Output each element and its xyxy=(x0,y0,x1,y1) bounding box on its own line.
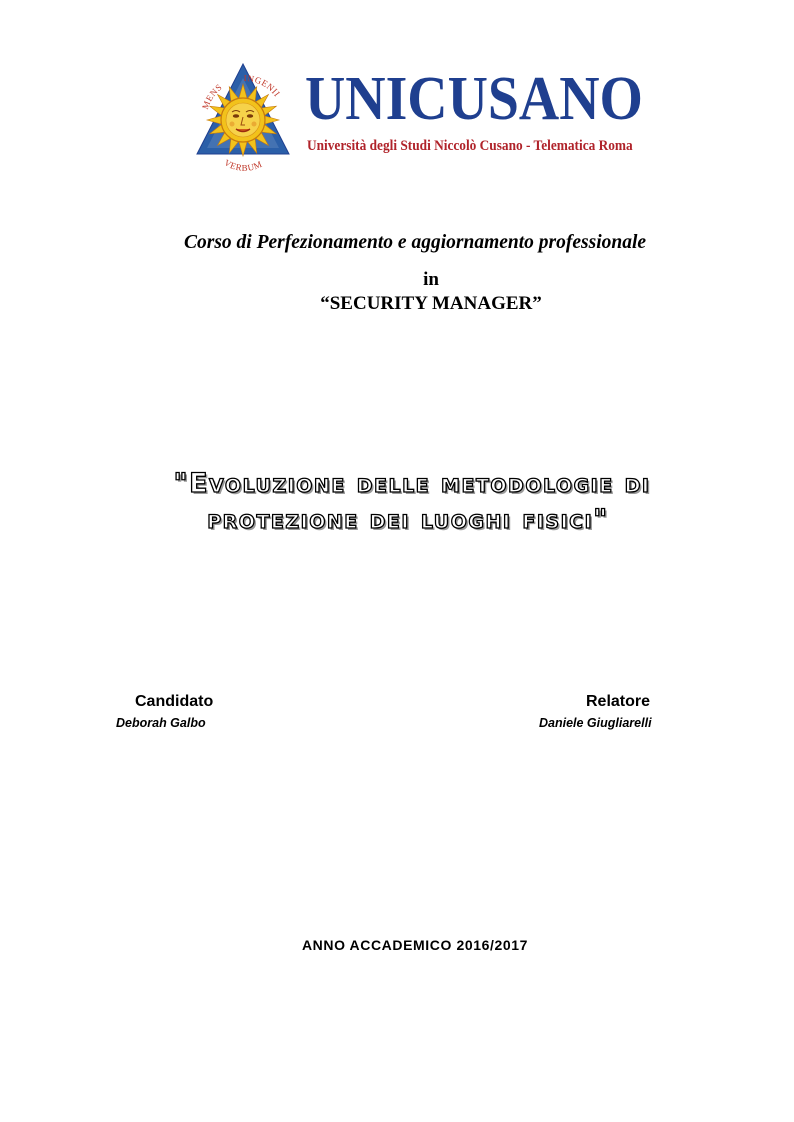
svg-text:VERBUM: VERBUM xyxy=(222,157,264,173)
supervisor-label: Relatore xyxy=(586,693,651,710)
svg-text:INGENII: INGENII xyxy=(243,73,283,99)
svg-text:MENS: MENS xyxy=(200,81,224,111)
university-full-name: Università degli Studi Niccolò Cusano - Telematica Roma xyxy=(307,138,633,154)
candidate-label: Candidato xyxy=(135,693,214,710)
academic-year: ANNO ACCADEMICO 2016/2017 xyxy=(301,937,529,953)
candidate-name: Deborah Galbo xyxy=(116,716,206,730)
supervisor-name: Daniele Giugliarelli xyxy=(539,716,652,730)
sun-face-emblem-icon xyxy=(193,62,293,174)
course-title: Corso di Perfezionamento e aggiornamento professionale xyxy=(183,232,647,253)
course-connector: in xyxy=(423,269,439,290)
course-program-name: “SECURITY MANAGER” xyxy=(320,293,542,314)
thesis-title-line-2: protezione dei luoghi fisici" xyxy=(207,504,609,535)
university-brand-name: UNICUSANO xyxy=(305,65,643,133)
thesis-title-line-1: "Evoluzione delle metodologie di xyxy=(173,468,651,499)
